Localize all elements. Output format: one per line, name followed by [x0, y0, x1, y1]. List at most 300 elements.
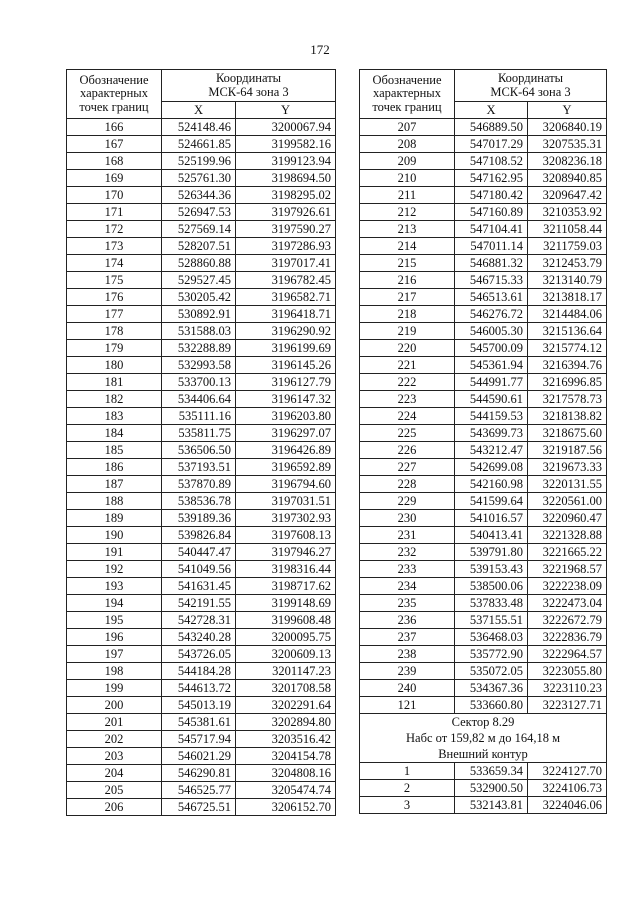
table-row	[360, 136, 607, 153]
x-value: 536506.50	[162, 442, 236, 459]
point-number: 202	[67, 731, 162, 748]
point-number: 187	[67, 476, 162, 493]
table-row	[360, 272, 607, 289]
point-number: 192	[67, 561, 162, 578]
x-value: 546881.32	[455, 255, 528, 272]
x-value: 536468.03	[455, 629, 528, 646]
point-number: 182	[67, 391, 162, 408]
x-value: 534367.36	[455, 680, 528, 697]
x-value: 533660.80	[455, 697, 528, 714]
point-number: 214	[360, 238, 455, 255]
y-value: 3196290.92	[236, 323, 336, 340]
table-row	[67, 255, 336, 272]
x-value: 532993.58	[162, 357, 236, 374]
point-number: 222	[360, 374, 455, 391]
x-value: 534406.64	[162, 391, 236, 408]
x-value: 539153.43	[455, 561, 528, 578]
x-value: 538500.06	[455, 578, 528, 595]
point-number: 199	[67, 680, 162, 697]
x-value: 539826.84	[162, 527, 236, 544]
x-header: X	[455, 102, 528, 119]
point-designation-header	[360, 70, 455, 119]
y-value: 3197946.27	[236, 544, 336, 561]
table-row	[67, 289, 336, 306]
table-row	[67, 204, 336, 221]
x-value: 537193.51	[162, 459, 236, 476]
outer-contour-label-row	[360, 746, 607, 763]
y-value: 3199582.16	[236, 136, 336, 153]
table-row	[360, 493, 607, 510]
y-value: 3204154.78	[236, 748, 336, 765]
point-number: 175	[67, 272, 162, 289]
y-value: 3204808.16	[236, 765, 336, 782]
y-value: 3203516.42	[236, 731, 336, 748]
table-row	[67, 663, 336, 680]
x-value: 525761.30	[162, 170, 236, 187]
y-value: 3198295.02	[236, 187, 336, 204]
point-number: 185	[67, 442, 162, 459]
point-number: 181	[67, 374, 162, 391]
left-coordinates-table	[66, 69, 336, 816]
y-value: 3211759.03	[528, 238, 607, 255]
point-number: 1	[360, 763, 455, 780]
x-value: 544184.28	[162, 663, 236, 680]
header-row	[67, 70, 336, 102]
header-row	[360, 70, 607, 102]
point-number: 217	[360, 289, 455, 306]
y-value: 3215774.12	[528, 340, 607, 357]
x-value: 538536.78	[162, 493, 236, 510]
y-value: 3202291.64	[236, 697, 336, 714]
point-designation-header	[67, 70, 162, 119]
table-row	[360, 595, 607, 612]
x-value: 526947.53	[162, 204, 236, 221]
table-row	[67, 765, 336, 782]
x-value: 544613.72	[162, 680, 236, 697]
y-value: 3196203.80	[236, 408, 336, 425]
table-row	[360, 663, 607, 680]
y-value: 3211058.44	[528, 221, 607, 238]
header-line: Обозначение	[372, 72, 442, 87]
point-number: 166	[67, 119, 162, 136]
x-value: 545381.61	[162, 714, 236, 731]
table-row	[67, 510, 336, 527]
x-value: 537155.51	[455, 612, 528, 629]
point-number: 229	[360, 493, 455, 510]
y-value: 3197031.51	[236, 493, 336, 510]
x-value: 543212.47	[455, 442, 528, 459]
x-value: 545013.19	[162, 697, 236, 714]
y-value: 3205474.74	[236, 782, 336, 799]
point-number: 188	[67, 493, 162, 510]
table-row	[67, 544, 336, 561]
table-row	[360, 476, 607, 493]
table-row	[67, 527, 336, 544]
y-value: 3208940.85	[528, 170, 607, 187]
x-value: 530892.91	[162, 306, 236, 323]
point-number: 210	[360, 170, 455, 187]
point-number: 235	[360, 595, 455, 612]
table-row	[67, 731, 336, 748]
x-value: 532900.50	[455, 780, 528, 797]
table-row	[67, 391, 336, 408]
x-value: 529527.45	[162, 272, 236, 289]
table-row	[360, 323, 607, 340]
y-value: 3198717.62	[236, 578, 336, 595]
table-row	[360, 391, 607, 408]
x-value: 539791.80	[455, 544, 528, 561]
x-value: 540447.47	[162, 544, 236, 561]
point-number: 3	[360, 797, 455, 814]
table-row	[360, 340, 607, 357]
y-value: 3198694.50	[236, 170, 336, 187]
point-number: 168	[67, 153, 162, 170]
y-value: 3219187.56	[528, 442, 607, 459]
point-number: 224	[360, 408, 455, 425]
y-value: 3196297.07	[236, 425, 336, 442]
x-value: 543699.73	[455, 425, 528, 442]
x-value: 528860.88	[162, 255, 236, 272]
y-value: 3197608.13	[236, 527, 336, 544]
table-row	[67, 340, 336, 357]
point-number: 228	[360, 476, 455, 493]
table-row	[67, 493, 336, 510]
header-line: характерных	[373, 86, 441, 101]
table-row	[360, 408, 607, 425]
y-value: 3209647.42	[528, 187, 607, 204]
y-value: 3223110.23	[528, 680, 607, 697]
y-value: 3197926.61	[236, 204, 336, 221]
x-value: 537870.89	[162, 476, 236, 493]
table-row	[67, 187, 336, 204]
table-row	[360, 289, 607, 306]
x-value: 535111.16	[162, 408, 236, 425]
point-number: 212	[360, 204, 455, 221]
table-row	[360, 646, 607, 663]
point-number: 227	[360, 459, 455, 476]
point-number: 179	[67, 340, 162, 357]
sector-title-row	[360, 714, 607, 731]
x-value: 541049.56	[162, 561, 236, 578]
x-value: 547011.14	[455, 238, 528, 255]
point-number: 194	[67, 595, 162, 612]
point-number: 238	[360, 646, 455, 663]
page-number: 172	[310, 42, 330, 57]
y-value: 3222964.57	[528, 646, 607, 663]
y-value: 3221328.88	[528, 527, 607, 544]
y-value: 3196592.89	[236, 459, 336, 476]
x-value: 535772.90	[455, 646, 528, 663]
point-number: 177	[67, 306, 162, 323]
table-row	[360, 306, 607, 323]
table-row	[67, 442, 336, 459]
point-number: 206	[67, 799, 162, 816]
table-row	[360, 680, 607, 697]
y-value: 3197590.27	[236, 221, 336, 238]
x-value: 546021.29	[162, 748, 236, 765]
point-number: 198	[67, 663, 162, 680]
table-row	[360, 204, 607, 221]
point-number: 225	[360, 425, 455, 442]
point-number: 191	[67, 544, 162, 561]
x-value: 541599.64	[455, 493, 528, 510]
header-line: Координаты	[215, 71, 282, 85]
y-value: 3221968.57	[528, 561, 607, 578]
x-value: 526344.36	[162, 187, 236, 204]
table-row	[360, 221, 607, 238]
table-row	[67, 119, 336, 136]
y-value: 3196147.32	[236, 391, 336, 408]
table-row	[67, 697, 336, 714]
point-number: 216	[360, 272, 455, 289]
table-row	[67, 782, 336, 799]
y-header: Y	[528, 102, 607, 119]
x-value: 531588.03	[162, 323, 236, 340]
point-number: 204	[67, 765, 162, 782]
point-number: 209	[360, 153, 455, 170]
table-row	[67, 136, 336, 153]
point-number: 201	[67, 714, 162, 731]
table-row	[67, 578, 336, 595]
table-row	[67, 629, 336, 646]
x-value: 537833.48	[455, 595, 528, 612]
x-value: 547017.29	[455, 136, 528, 153]
y-value: 3212453.79	[528, 255, 607, 272]
point-number: 171	[67, 204, 162, 221]
coordinates-header	[162, 70, 336, 102]
y-value: 3197017.41	[236, 255, 336, 272]
x-value: 525199.96	[162, 153, 236, 170]
table-row	[360, 153, 607, 170]
point-number: 172	[67, 221, 162, 238]
table-row	[360, 629, 607, 646]
x-value: 542191.55	[162, 595, 236, 612]
point-number: 184	[67, 425, 162, 442]
table-row	[360, 442, 607, 459]
point-number: 195	[67, 612, 162, 629]
table-row	[67, 612, 336, 629]
table-row	[67, 323, 336, 340]
table-row	[67, 714, 336, 731]
x-value: 543726.05	[162, 646, 236, 663]
table-row	[67, 357, 336, 374]
x-value: 545717.94	[162, 731, 236, 748]
point-number: 207	[360, 119, 455, 136]
y-value: 3224046.06	[528, 797, 607, 814]
y-value: 3201147.23	[236, 663, 336, 680]
y-value: 3221665.22	[528, 544, 607, 561]
point-number: 208	[360, 136, 455, 153]
y-value: 3196199.69	[236, 340, 336, 357]
header-line: МСК-64 зона 3	[208, 84, 289, 99]
x-value: 546513.61	[455, 289, 528, 306]
point-number: 220	[360, 340, 455, 357]
y-value: 3198316.44	[236, 561, 336, 578]
x-value: 547162.95	[455, 170, 528, 187]
x-value: 542699.08	[455, 459, 528, 476]
y-value: 3200067.94	[236, 119, 336, 136]
table-row	[360, 697, 607, 714]
point-number: 190	[67, 527, 162, 544]
x-value: 533659.34	[455, 763, 528, 780]
point-number: 176	[67, 289, 162, 306]
y-value: 3224106.73	[528, 780, 607, 797]
point-number: 174	[67, 255, 162, 272]
table-row	[360, 797, 607, 814]
x-value: 533700.13	[162, 374, 236, 391]
y-value: 3218675.60	[528, 425, 607, 442]
point-number: 200	[67, 697, 162, 714]
y-value: 3222473.04	[528, 595, 607, 612]
y-value: 3222836.79	[528, 629, 607, 646]
y-value: 3199123.94	[236, 153, 336, 170]
x-value: 540413.41	[455, 527, 528, 544]
y-value: 3199608.48	[236, 612, 336, 629]
table-row	[360, 187, 607, 204]
point-number: 173	[67, 238, 162, 255]
y-value: 3206152.70	[236, 799, 336, 816]
x-value: 546005.30	[455, 323, 528, 340]
x-value: 528207.51	[162, 238, 236, 255]
y-value: 3196782.45	[236, 272, 336, 289]
point-number: 203	[67, 748, 162, 765]
y-value: 3216394.76	[528, 357, 607, 374]
table-row	[360, 170, 607, 187]
point-number: 169	[67, 170, 162, 187]
y-value: 3219673.33	[528, 459, 607, 476]
table-row	[360, 578, 607, 595]
point-number: 167	[67, 136, 162, 153]
x-value: 547180.42	[455, 187, 528, 204]
x-value: 535811.75	[162, 425, 236, 442]
header-line: точек границ	[372, 99, 442, 114]
point-number: 236	[360, 612, 455, 629]
y-value: 3206840.19	[528, 119, 607, 136]
y-value: 3216996.85	[528, 374, 607, 391]
table-row	[67, 476, 336, 493]
point-number: 226	[360, 442, 455, 459]
table-row	[67, 272, 336, 289]
point-number: 223	[360, 391, 455, 408]
x-value: 547160.89	[455, 204, 528, 221]
y-value: 3196794.60	[236, 476, 336, 493]
y-value: 3207535.31	[528, 136, 607, 153]
y-value: 3220131.55	[528, 476, 607, 493]
header-line: точек границ	[79, 99, 149, 114]
table-row	[360, 459, 607, 476]
y-value: 3196127.79	[236, 374, 336, 391]
point-number: 178	[67, 323, 162, 340]
point-number: 2	[360, 780, 455, 797]
table-row	[360, 119, 607, 136]
table-row	[360, 780, 607, 797]
x-value: 524148.46	[162, 119, 236, 136]
x-value: 527569.14	[162, 221, 236, 238]
point-number: 196	[67, 629, 162, 646]
x-value: 546889.50	[455, 119, 528, 136]
x-value: 539189.36	[162, 510, 236, 527]
table-row	[67, 459, 336, 476]
x-value: 541016.57	[455, 510, 528, 527]
table-row	[67, 221, 336, 238]
right-coordinates-table	[359, 69, 607, 814]
y-value: 3222672.79	[528, 612, 607, 629]
y-value: 3220960.47	[528, 510, 607, 527]
header-line: характерных	[80, 86, 148, 101]
y-value: 3213140.79	[528, 272, 607, 289]
x-value: 524661.85	[162, 136, 236, 153]
point-number: 215	[360, 255, 455, 272]
y-value: 3196145.26	[236, 357, 336, 374]
x-value: 546290.81	[162, 765, 236, 782]
table-row	[67, 561, 336, 578]
x-value: 544991.77	[455, 374, 528, 391]
table-row	[67, 306, 336, 323]
point-number: 240	[360, 680, 455, 697]
x-value: 546725.51	[162, 799, 236, 816]
point-number: 180	[67, 357, 162, 374]
y-value: 3196582.71	[236, 289, 336, 306]
y-value: 3222238.09	[528, 578, 607, 595]
y-value: 3200609.13	[236, 646, 336, 663]
point-number: 218	[360, 306, 455, 323]
table-row	[360, 561, 607, 578]
table-row	[360, 544, 607, 561]
table-row	[67, 425, 336, 442]
y-value: 3224127.70	[528, 763, 607, 780]
x-value: 547108.52	[455, 153, 528, 170]
x-value: 541631.45	[162, 578, 236, 595]
point-number: 232	[360, 544, 455, 561]
y-value: 3213818.17	[528, 289, 607, 306]
x-header: X	[162, 102, 236, 119]
y-value: 3200095.75	[236, 629, 336, 646]
x-value: 546525.77	[162, 782, 236, 799]
table-row	[360, 255, 607, 272]
x-value: 544159.53	[455, 408, 528, 425]
y-value: 3201708.58	[236, 680, 336, 697]
table-row	[360, 357, 607, 374]
table-row	[360, 238, 607, 255]
header-line: Координаты	[497, 71, 564, 85]
table-row	[360, 612, 607, 629]
y-header: Y	[236, 102, 336, 119]
table-row	[67, 646, 336, 663]
x-value: 546276.72	[455, 306, 528, 323]
point-number: 221	[360, 357, 455, 374]
y-value: 3217578.73	[528, 391, 607, 408]
table-row	[360, 527, 607, 544]
x-value: 542728.31	[162, 612, 236, 629]
y-value: 3197286.93	[236, 238, 336, 255]
point-number: 231	[360, 527, 455, 544]
x-value: 545361.94	[455, 357, 528, 374]
header-line: Обозначение	[79, 72, 149, 87]
point-number: 197	[67, 646, 162, 663]
x-value: 532288.89	[162, 340, 236, 357]
x-value: 546715.33	[455, 272, 528, 289]
table-row	[67, 680, 336, 697]
y-value: 3202894.80	[236, 714, 336, 731]
y-value: 3214484.06	[528, 306, 607, 323]
y-value: 3196426.89	[236, 442, 336, 459]
outer-contour-label: Внешний контур	[360, 746, 607, 763]
table-row	[360, 374, 607, 391]
y-value: 3197302.93	[236, 510, 336, 527]
point-number: 189	[67, 510, 162, 527]
y-value: 3215136.64	[528, 323, 607, 340]
point-number: 193	[67, 578, 162, 595]
